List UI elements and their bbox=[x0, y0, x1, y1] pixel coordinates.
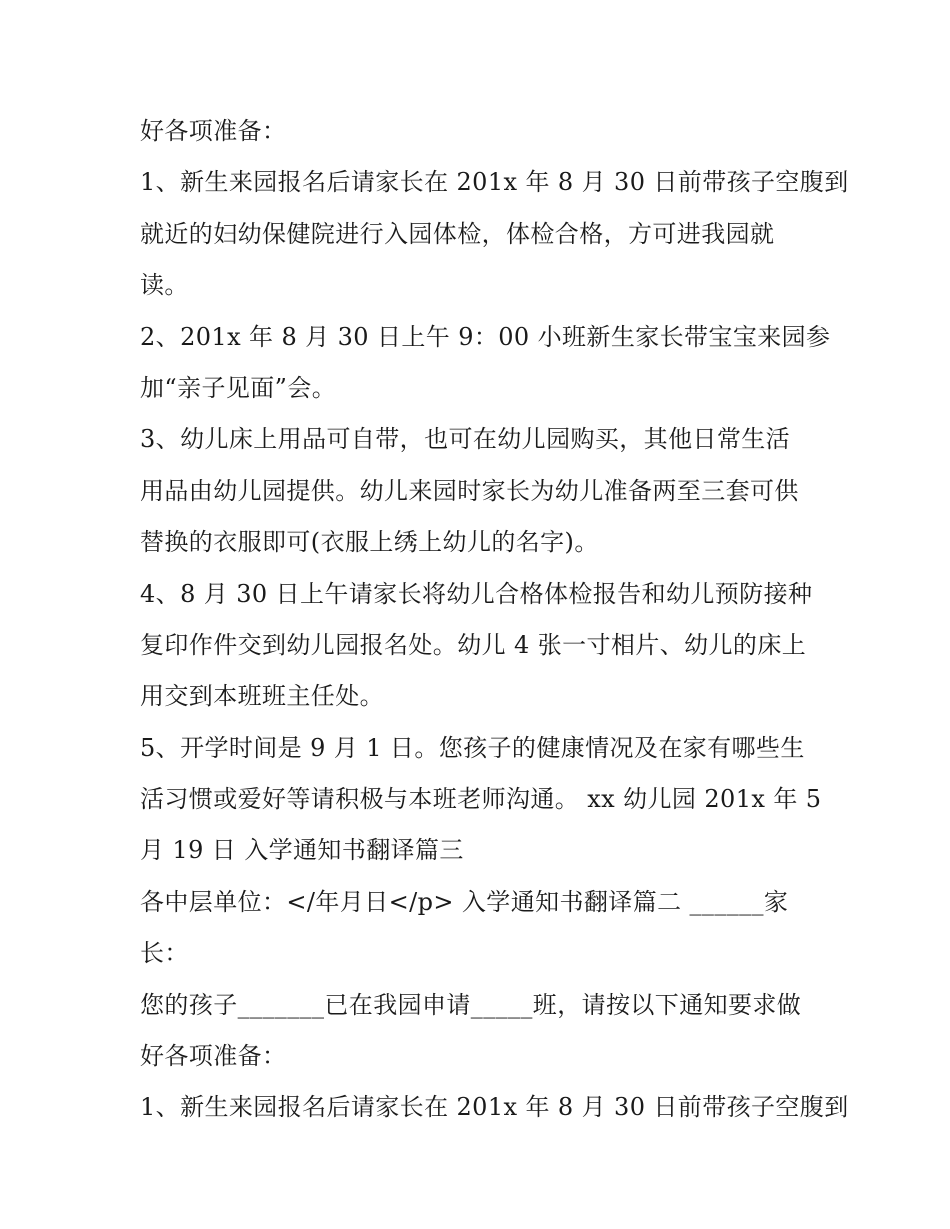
text-line-14: 活习惯或爱好等请积极与本班老师沟通。 xx 幼儿园 201x 年 5 bbox=[140, 785, 822, 814]
text-line-13: 5、开学时间是 9 月 1 日。您孩子的健康情况及在家有哪些生 bbox=[140, 733, 805, 762]
text-line-2: 1、新生来园报名后请家长在 201x 年 8 月 30 日前带孩子空腹到 bbox=[140, 168, 849, 197]
text-line-1: 好各项准备： bbox=[140, 117, 287, 145]
text-line-7: 3、幼儿床上用品可自带，也可在幼儿园购买，其他日常生活 bbox=[140, 425, 791, 454]
text-line-16: 各中层单位：</年月日</p> 入学通知书翻译篇二 ______家 bbox=[140, 887, 789, 916]
text-line-8: 用品由幼儿园提供。幼儿来园时家长为幼儿准备两至三套可供 bbox=[140, 476, 799, 505]
text-line-5: 2、201x 年 8 月 30 日上午 9：00 小班新生家长带宝宝来园参 bbox=[140, 322, 831, 351]
text-line-12: 用交到本班班主任处。 bbox=[140, 682, 384, 711]
text-line-15: 月 19 日 入学通知书翻译篇三 bbox=[140, 836, 464, 865]
text-line-17: 长： bbox=[140, 939, 189, 968]
text-line-3: 就近的妇幼保健院进行入园体检，体检合格，方可进我园就 bbox=[140, 219, 775, 248]
text-line-9: 替换的衣服即可(衣服上绣上幼儿的名字)。 bbox=[140, 528, 599, 557]
text-line-11: 复印作件交到幼儿园报名处。幼儿 4 张一寸相片、幼儿的床上 bbox=[140, 630, 807, 659]
text-line-19: 好各项准备： bbox=[140, 1042, 287, 1071]
text-line-4: 读。 bbox=[140, 271, 189, 300]
text-line-20: 1、新生来园报名后请家长在 201x 年 8 月 30 日前带孩子空腹到 bbox=[140, 1093, 849, 1122]
text-line-18: 您的孩子_______已在我园申请_____班，请按以下通知要求做 bbox=[140, 990, 802, 1019]
document-body bbox=[140, 106, 849, 1134]
text-line-10: 4、8 月 30 日上午请家长将幼儿合格体检报告和幼儿预防接种 bbox=[140, 579, 813, 608]
text-line-6: 加“亲子见面”会。 bbox=[140, 373, 337, 402]
